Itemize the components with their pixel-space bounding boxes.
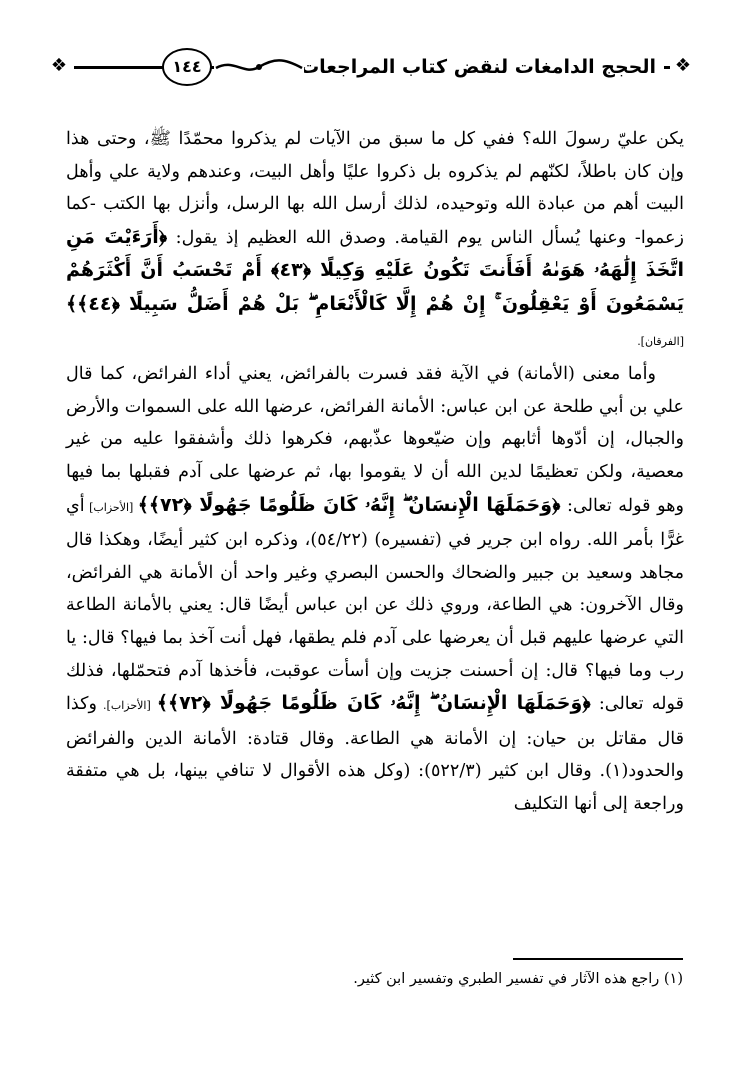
- main-text: [66, 123, 684, 820]
- ornament-icon: ❖: [44, 54, 74, 78]
- footnote: (١) راجع هذه الآثار في تفسير الطبري وتفسير ابن كثير.: [353, 971, 683, 987]
- paragraph: [66, 358, 684, 820]
- footnote-separator: [513, 958, 683, 960]
- quran-verse: ﴿وَحَمَلَهَا الْإِنسَانُ ۖ إِنَّهُۥ كَانَ ظَلُومًا جَهُولًا ﴿٧٢﴾﴾: [137, 493, 561, 516]
- surah-reference: [الأحزاب]: [84, 500, 138, 514]
- text-run: وأما معنى (الأمانة) في الآية فقد فسرت بالفرائض، يعني أداء الفرائض، كما قال علي بن أبي طلحة عن ابن عباس: الأمانة الفرائض، عرضها الله على السموات والأرض والجبال، إن أدّوها أثابهم وإن ضيّعوها عذّبهم، فكرهوا ذلك وأشفقوا عليه من غير معصية، ولكن تعظيمًا لدين الله أن لا يقوموا بها، ثم عرضها على آدم فقبلها بما فيها وهو قوله تعالى:: [66, 364, 684, 516]
- text-run: وكذا قال مقاتل بن حيان: إن الأمانة هي الطاعة. وقال قتادة: الأمانة الدين والفرائض والحدود(١). وقال ابن كثير (٥٢٢/٣): (وكل هذه الأقوال لا تنافي بينها، بل هي متفقة وراجعة إلى أنها التكليف: [66, 694, 684, 814]
- quran-verse: ﴿وَحَمَلَهَا الْإِنسَانُ ۖ إِنَّهُۥ كَانَ ظَلُومًا جَهُولًا ﴿٧٢﴾﴾: [156, 692, 591, 715]
- book-title: الحجج الدامغات لنقض كتاب المراجعات: [292, 53, 664, 81]
- swirl-ornament-icon: [214, 56, 304, 78]
- ornament-icon: ❖: [670, 54, 696, 78]
- quran-verse: ﴿أَرَءَيْتَ مَنِ اتَّخَذَ إِلَٰهَهُۥ هَوَىٰهُ أَفَأَنتَ تَكُونُ عَلَيْهِ وَكِيلًا ﴿٤٣﴾ أَمْ تَحْسَبُ أَنَّ أَكْثَرَهُمْ يَسْمَعُونَ أَوْ يَعْقِلُونَ ۚ إِنْ هُمْ إِلَّا كَالْأَنْعَامِ ۖ بَلْ هُمْ أَضَلُّ سَبِيلًا ﴿٤٤﴾﴾: [66, 225, 684, 315]
- surah-reference: [الفرقان].: [637, 334, 684, 348]
- paragraph: [66, 123, 684, 358]
- surah-reference: [الأحزاب].: [97, 699, 157, 713]
- page-number: ١٤٤: [162, 48, 212, 86]
- running-header: [44, 46, 696, 90]
- text-run: أي غرًّا بأمر الله. رواه ابن جرير في (تفسيره) (٥٤/٢٢)، وذكره ابن كثير أيضًا، وهكذا قال مجاهد وسعيد بن جبير والضحاك والحسن البصري وغير واحد أن الأمانة هي الفرائض، وقال الآخرون: هي الطاعة، وروي ذلك عن ابن عباس أيضًا قال: يعني بالأمانة الطاعة التي عرضها عليهم قبل أن يعرضها على آدم فلم يطقها، فهل أنت آخذ بما فيها؟ قال: يا رب وما فيها؟ قال: إن أحسنت جزيت وإن أسأت عوقبت، فأخذها آدم فتحمّلها، فذلك قوله تعالى:: [66, 495, 685, 715]
- text-run: يكن عليّ رسولَ الله؟ ففي كل ما سبق من الآيات لم يذكروا محمّدًا ﷺ، وحتى هذا وإن كان باطلاً، لكنّهم لم يذكروه بل ذكروا عليًا وأهل البيت، وعندهم ولاية علي وأهل البيت أهم من عبادة الله وتوحيده، لذلك أرسل الله بها الرسل، وأنزل بها الكتب -كما زعموا- وعنها يُسأل الناس يوم القيامة. وصدق الله العظيم إذ يقول:: [66, 129, 684, 248]
